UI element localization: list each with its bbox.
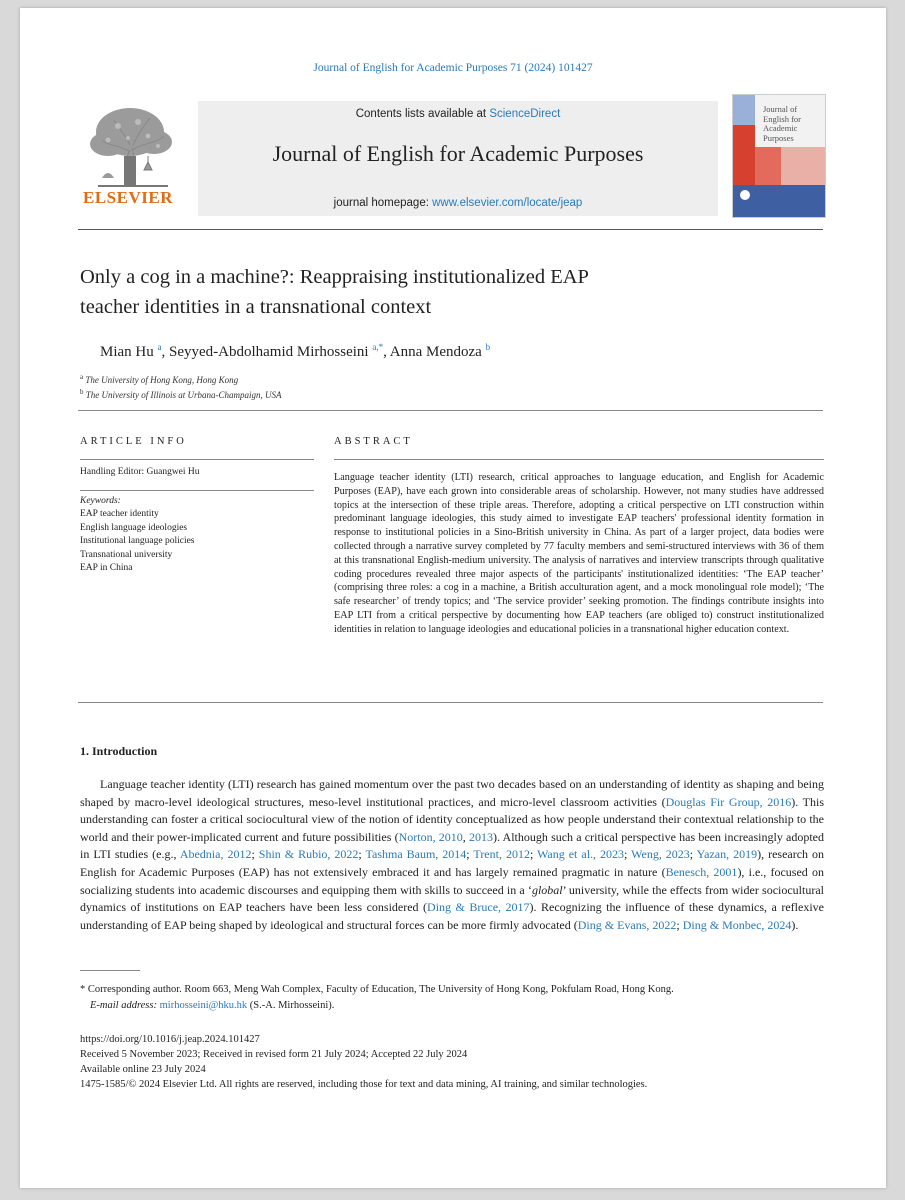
citation-link[interactable]: Tashma Baum, 2014 [365, 847, 467, 862]
author-name[interactable]: Anna Mendoza [389, 344, 482, 360]
keywords-divider [80, 490, 314, 491]
header-divider [78, 229, 823, 230]
author-separator: , [161, 344, 169, 360]
keyword: English language ideologies [80, 522, 188, 533]
body-text: ). [791, 917, 799, 932]
citation-link[interactable]: Ding & Bruce, 2017 [427, 900, 530, 915]
affiliation-marker: b [80, 388, 84, 396]
introduction-heading: 1. Introduction [80, 744, 158, 758]
footnote-divider [80, 970, 140, 971]
citation-link[interactable]: Norton, 2010 [398, 829, 463, 844]
introduction-paragraph [80, 776, 824, 934]
doi-link[interactable]: https://doi.org/10.1016/j.jeap.2024.101427 [80, 1034, 260, 1045]
author-affiliation-marker[interactable]: a [157, 342, 162, 352]
journal-homepage [198, 197, 718, 209]
cover-title [763, 105, 801, 143]
email-label: E-mail address: [90, 1000, 160, 1011]
affiliation-marker: a [80, 373, 84, 381]
emphasis-text: global [531, 882, 563, 897]
affiliation-text: The University of Hong Kong, Hong Kong [85, 375, 239, 385]
citation-link[interactable]: Abednia, 2012 [179, 847, 252, 862]
email-note [90, 1000, 334, 1011]
body-text: ; [358, 847, 366, 862]
body-text: ). Recognizing the influence of these dynamics, a reflexive understanding of EAP being shaped by ideological and structural forces can be more firmly advocated ( [80, 900, 824, 932]
author-affiliation-marker[interactable]: a,* [372, 342, 384, 352]
citation-link[interactable]: Weng, 2023 [631, 847, 690, 862]
citation-link[interactable]: Trent, 2012 [473, 847, 530, 862]
article-page [20, 8, 886, 1188]
journal-title: Journal of English for Academic Purposes [272, 141, 644, 166]
handling-editor: Handling Editor: Guangwei Hu [80, 467, 200, 477]
article-info-divider [80, 459, 314, 460]
homepage-prefix: journal homepage: [333, 197, 433, 209]
author-separator: , [383, 344, 390, 360]
journal-reference-link[interactable]: Journal of English for Academic Purposes 71 (2024) 101427 [313, 62, 593, 74]
affiliation [80, 388, 282, 400]
email-suffix: (S.-A. Mirhosseini). [247, 1000, 335, 1011]
body-text: ). Although such a critical perspective has been increasingly adopted in LTI studies (e.g., [80, 829, 825, 862]
homepage-link[interactable]: www.elsevier.com/locate/jeap [432, 197, 583, 209]
cover-line: Journal of [763, 104, 798, 114]
abstract-heading: ABSTRACT [334, 436, 413, 447]
keyword: EAP in China [80, 563, 133, 574]
body-text: ; [676, 917, 683, 932]
contents-availability [198, 108, 718, 120]
body-text: ; [251, 847, 259, 862]
received-dates: Received 5 November 2023; Received in revised form 21 July 2024; Accepted 22 July 2024 [80, 1049, 468, 1060]
keywords-block [80, 495, 195, 575]
body-text: Language teacher identity (LTI) research has gained momentum over the past two decades based on an understanding of identity as shaping and being shaped by macro-level ideological structures, meso-level institutional practices, and micro-level classroom activities ( [80, 777, 824, 809]
citation-link[interactable]: Shin & Rubio, 2022 [258, 847, 359, 862]
cover-line: English for [763, 113, 802, 124]
contents-prefix: Contents lists available at [355, 108, 490, 120]
abstract-divider [334, 459, 824, 460]
body-text: ’ university, while the effects from wider sociocultural dynamics of institutions on EAP teachers have been less considered ( [80, 882, 825, 915]
keyword: Institutional language policies [80, 536, 195, 547]
article-title [80, 262, 780, 322]
citation-link[interactable]: Benesch, 2001 [665, 864, 738, 879]
journal-cover-image [732, 94, 826, 218]
author-name[interactable]: Seyyed-Abdolhamid Mirhosseini [169, 344, 369, 360]
article-info-heading: ARTICLE INFO [80, 436, 187, 447]
corresponding-author-note: * Corresponding author. Room 663, Meng Wah Complex, Faculty of Education, The University of Hong Kong, Pokfulam Road, Hong Kong. [80, 984, 674, 995]
citation-link[interactable]: Ding & Monbec, 2024 [682, 917, 792, 932]
article-title-line: Only a cog in a machine?: Reappraising institutionalized EAP [80, 266, 589, 288]
authors-divider [78, 410, 823, 411]
author-affiliation-marker[interactable]: b [485, 342, 491, 352]
cover-line: Purposes [763, 132, 794, 143]
body-text: ; [624, 847, 632, 862]
citation-link[interactable]: Wang et al., 2023 [537, 847, 625, 862]
affiliation [80, 373, 238, 385]
body-text: , [462, 829, 469, 844]
citation-link[interactable]: Douglas Fir Group, 2016 [665, 794, 792, 809]
body-text: ; [466, 847, 474, 862]
cover-line: Academic [763, 123, 798, 133]
keyword: Transnational university [80, 549, 173, 560]
citation-link[interactable]: Ding & Evans, 2022 [577, 917, 677, 932]
email-link[interactable]: mirhosseini@hku.hk [159, 1000, 248, 1011]
journal-header-box [198, 101, 718, 216]
body-text: ), i.e., focused on socializing students into academic discourses and equipping them with skills to succeed in a ‘ [80, 864, 824, 897]
author-list [100, 344, 490, 361]
available-online: Available online 23 July 2024 [80, 1064, 206, 1075]
copyright-notice: 1475-1585/© 2024 Elsevier Ltd. All rights are reserved, including those for text and data mining, AI training, and similar technologies. [80, 1079, 648, 1090]
keyword: EAP teacher identity [80, 509, 159, 520]
keywords-label: Keywords: [80, 496, 121, 506]
article-title-line: teacher identities in a transnational context [80, 296, 432, 318]
sciencedirect-link[interactable]: ScienceDirect [489, 108, 561, 120]
publisher-name: ELSEVIER [83, 188, 173, 207]
abstract-bottom-divider [78, 702, 823, 703]
citation-link[interactable]: 2013 [469, 829, 493, 844]
body-text: ), research on English for Academic Purposes (EAP) has not extensively embraced it and has largely remained pragmatic in nature ( [80, 847, 825, 879]
body-text: ). This understanding can foster a critical sociocultural view of the notion of identity conceptualized as how people understand their contextual relationship to the world and their power-implicated current and future possibilities ( [80, 794, 824, 844]
body-text: ; [529, 847, 538, 862]
body-text: ; [689, 847, 697, 862]
author-name[interactable]: Mian Hu [100, 344, 154, 360]
citation-link[interactable]: Yazan, 2019 [696, 847, 758, 862]
abstract-text: Language teacher identity (LTI) research, critical approaches to language education, and English for Academic Purposes (EAP), have each grown into considerable areas of scholarship. However, not many studies have addressed topics at the intersection of these triple areas. Therefore, adopting a critical perspective on LTI construction within predominant language ideologies, this study aimed to investigate EAP teachers' professional identity formation in response to institutional policies in a Sino-British university in China. As part of a larger project, data bodies were collected through a narrative survey completed by 77 faculty members and semi-structured interviews with 36 of them at this transnational English-medium university. The analysis of narratives and interview transcripts through qualitative coding procedures revealed three major aspects of the participants' institutionalized identities: ‘The EAP teacher’ (comprising three roles: a cog in a machine, a British acculturation agent, and a mock monolingual role model); ‘The safe researcher’ of trendy topics; and ‘The service provider’ seeking promotion. The findings contribute insights into EAP LTI from a critical perspective by documenting how EAP teachers (are obliged to) construct institutionalized identities in relation to language ideologies and educational policies in a transnational higher education context. [334, 472, 824, 635]
affiliation-text: The University of Illinois at Urbana-Champaign, USA [85, 390, 282, 400]
